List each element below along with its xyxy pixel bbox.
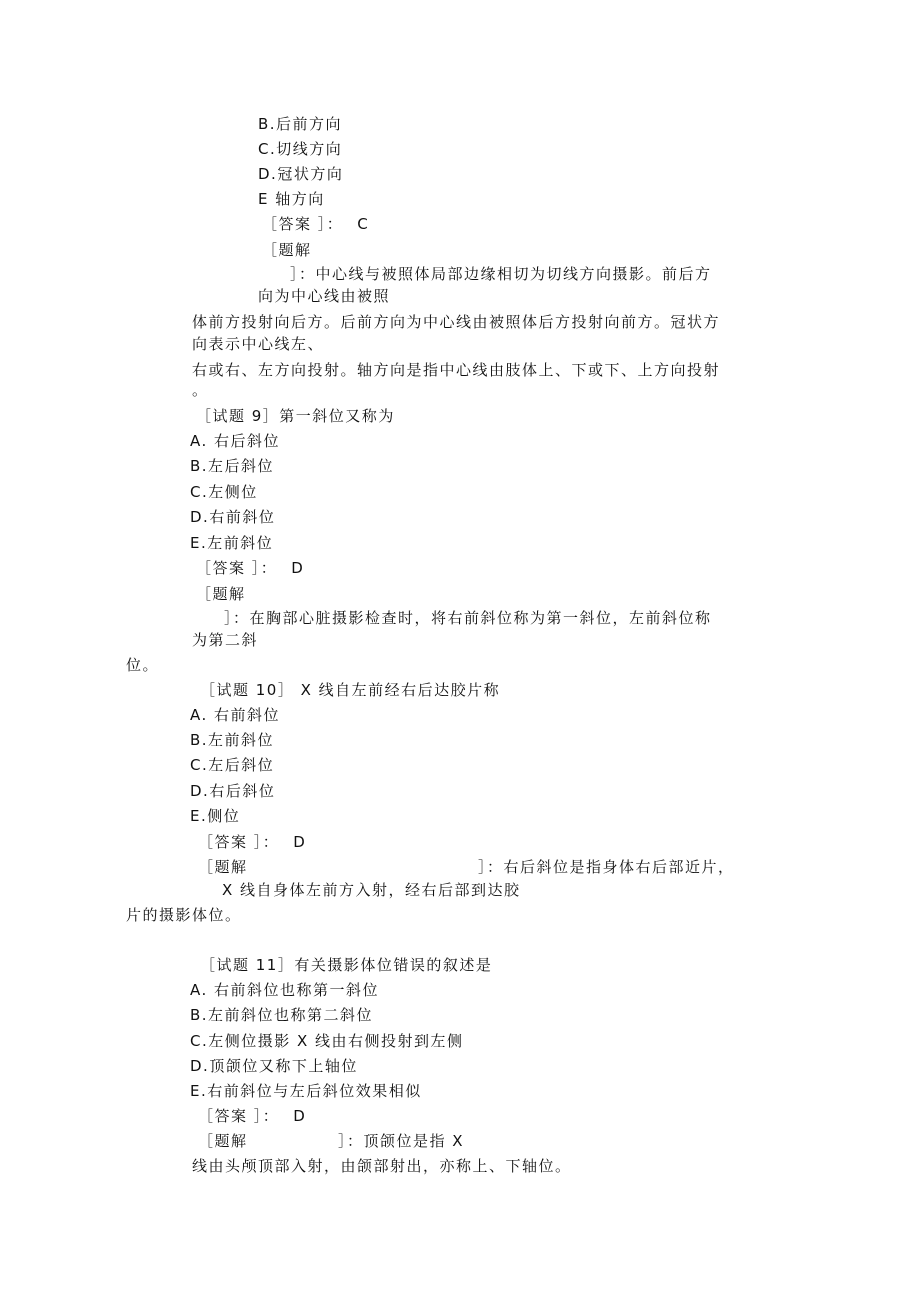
- q11-explain-line-2: 线由头颅顶部入射，由颌部射出，亦称上、下轴位。: [192, 1157, 572, 1175]
- q10-title: ［试题 10］ X 线自左前经右后达胶片称: [200, 681, 501, 699]
- q8-answer: [262, 214, 369, 234]
- q11-answer-label: ［答案 ］：: [198, 1107, 280, 1125]
- q9-option-b: B.左后斜位: [190, 457, 275, 475]
- q8-explain-line-2: 向为中心线由被照: [258, 287, 391, 305]
- q10-option-c: C.左后斜位: [190, 756, 275, 774]
- q8-answer-value: C: [357, 215, 370, 233]
- q10-option-a: A. 右前斜位: [190, 706, 281, 724]
- q9-option-d: D.右前斜位: [190, 508, 276, 526]
- q10-option-b: B.左前斜位: [190, 731, 275, 749]
- q8-explain-line-3: 体前方投射向后方。后前方向为中心线由被照体后方投射向前方。冠状方: [192, 313, 721, 331]
- q9-answer-value: D: [291, 559, 305, 577]
- q8-option-e: E 轴方向: [258, 190, 325, 208]
- q11-option-a: A. 右前斜位也称第一斜位: [190, 981, 380, 999]
- q10-option-e: E.侧位: [190, 807, 241, 825]
- q10-answer: [198, 832, 306, 852]
- q10-option-d: D.右后斜位: [190, 782, 276, 800]
- q8-option-b: B.后前方向: [258, 115, 343, 133]
- q11-explain-label: ［题解: [198, 1132, 248, 1150]
- q8-answer-label: ［答案 ］：: [262, 215, 344, 233]
- q10-explain-line-3: 片的摄影体位。: [126, 906, 242, 924]
- q9-option-c: C.左侧位: [190, 483, 258, 501]
- q11-option-e: E.右前斜位与左后斜位效果相似: [190, 1082, 422, 1100]
- q8-option-c: C.切线方向: [258, 140, 343, 158]
- q11-option-c: C.左侧位摄影 X 线由右侧投射到左侧: [190, 1032, 464, 1050]
- q11-title: ［试题 11］有关摄影体位错误的叙述是: [200, 956, 493, 974]
- q9-explain-line-3: 位。: [126, 656, 160, 674]
- q11-answer-value: D: [293, 1107, 307, 1125]
- q9-explain-label: ［题解: [196, 585, 246, 603]
- q10-explain-label: ［题解: [198, 858, 248, 876]
- q8-explain-line-4: 向表示中心线左、: [192, 335, 325, 353]
- q9-option-a: A. 右后斜位: [190, 432, 281, 450]
- q9-answer-label: ［答案 ］：: [196, 559, 278, 577]
- q10-explain-line-2: X 线自身体左前方入射，经右后部到达胶: [222, 881, 521, 899]
- q11-option-d: D.顶颌位又称下上轴位: [190, 1057, 358, 1075]
- q8-explain-line-1: ］：中心线与被照体局部边缘相切为切线方向摄影。前后方: [290, 265, 712, 283]
- q10-answer-value: D: [293, 833, 307, 851]
- q8-explain-line-5: 右或右、左方向投射。轴方向是指中心线由肢体上、下或下、上方向投射: [192, 361, 721, 379]
- q8-option-d: D.冠状方向: [258, 165, 344, 183]
- q8-explain-line-6: 。: [192, 381, 209, 399]
- q11-option-b: B.左前斜位也称第二斜位: [190, 1006, 374, 1024]
- q9-explain-line-2: 为第二斜: [192, 631, 259, 649]
- q10-explain-line-1: ］：右后斜位是指身体右后部近片，: [478, 858, 735, 876]
- q11-answer: [198, 1106, 306, 1126]
- q9-title: ［试题 9］第一斜位又称为: [196, 407, 395, 425]
- q11-explain-line-1: ］：顶颌位是指 X: [338, 1132, 465, 1150]
- q10-answer-label: ［答案 ］：: [198, 833, 280, 851]
- q9-option-e: E.左前斜位: [190, 534, 274, 552]
- q9-answer: [196, 558, 304, 578]
- q8-explain-label: ［题解: [262, 241, 312, 259]
- q9-explain-line-1: ］：在胸部心脏摄影检查时，将右前斜位称为第一斜位，左前斜位称: [224, 609, 712, 627]
